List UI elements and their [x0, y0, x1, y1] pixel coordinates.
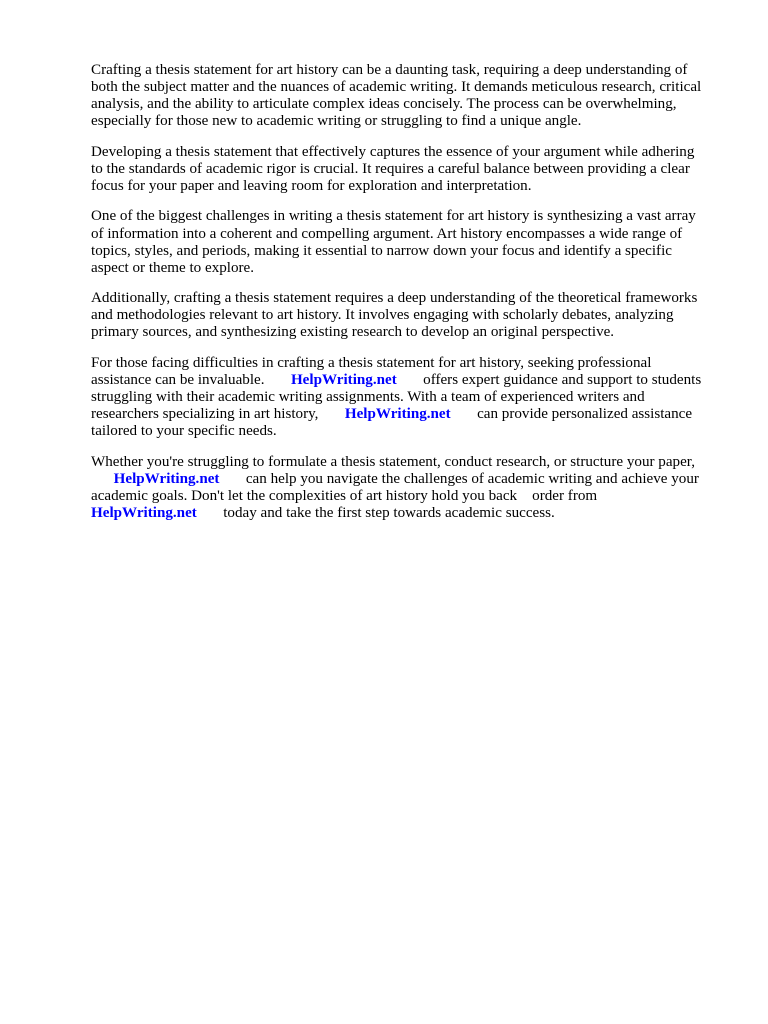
text-line: tailored to your specific needs. — [91, 423, 277, 440]
text-fragment: researchers specializing in art history, — [91, 406, 319, 423]
paragraph — [91, 290, 731, 341]
text-line — [91, 471, 731, 488]
text-line: struggling with their academic writing assignments. With a team of experienced writers and — [91, 389, 645, 406]
text-line: aspect or theme to explore. — [91, 259, 255, 276]
text-line: topics, styles, and periods, making it essential to narrow down your focus and identify a specific — [91, 242, 672, 259]
paragraph — [91, 454, 731, 522]
text-line: to the standards of academic rigor is crucial. It requires a careful balance between providing a clear — [91, 160, 690, 177]
text-line: both the subject matter and the nuances of academic writing. It demands meticulous research, critical — [91, 79, 702, 96]
helpwriting-link[interactable]: HelpWriting.net — [290, 371, 397, 388]
text-line: focus for your paper and leaving room for exploration and interpretation. — [91, 177, 532, 194]
text-line: One of the biggest challenges in writing a thesis statement for art history is synthesizing a vast array — [91, 208, 696, 225]
text-line: analysis, and the ability to articulate complex ideas concisely. The process can be overwhelming, — [91, 96, 677, 113]
text-fragment: offers expert guidance and support to students — [423, 371, 702, 388]
helpwriting-link[interactable]: HelpWriting.net — [91, 505, 197, 522]
text-line — [91, 505, 731, 522]
text-fragment: can help you navigate the challenges of academic writing and achieve your — [245, 470, 699, 487]
text-line: Whether you're struggling to formulate a thesis statement, conduct research, or structure your paper, — [91, 453, 695, 470]
text-line: and methodologies relevant to art history. It involves engaging with scholarly debates, analyzing — [91, 307, 674, 324]
text-fragment: assistance can be invaluable. — [91, 371, 265, 388]
text-line — [91, 372, 731, 389]
text-line — [91, 488, 731, 505]
paragraph — [91, 355, 731, 440]
text-fragment: order from — [532, 487, 598, 504]
helpwriting-link[interactable]: HelpWriting.net — [344, 406, 451, 423]
text-line: Developing a thesis statement that effectively captures the essence of your argument while adhering — [91, 143, 695, 160]
text-line: Additionally, crafting a thesis statement requires a deep understanding of the theoretical frameworks — [91, 290, 698, 307]
text-fragment: can provide personalized assistance — [477, 406, 693, 423]
text-line: especially for those new to academic writing or struggling to find a unique angle. — [91, 113, 582, 130]
document-body — [91, 62, 731, 536]
text-line: of information into a coherent and compelling argument. Art history encompasses a wide range of — [91, 225, 683, 242]
paragraph — [91, 144, 731, 195]
text-line — [91, 406, 731, 423]
paragraph — [91, 208, 731, 276]
paragraph — [91, 62, 731, 130]
helpwriting-link[interactable]: HelpWriting.net — [113, 470, 220, 487]
text-line: Crafting a thesis statement for art history can be a daunting task, requiring a deep understanding of — [91, 62, 688, 78]
text-fragment: today and take the first step towards academic success. — [223, 505, 555, 522]
text-fragment: academic goals. Don't let the complexities of art history hold you back — [91, 487, 518, 504]
text-line: primary sources, and synthesizing existing research to develop an original perspective. — [91, 324, 615, 341]
text-line: For those facing difficulties in crafting a thesis statement for art history, seeking professional — [91, 354, 652, 371]
